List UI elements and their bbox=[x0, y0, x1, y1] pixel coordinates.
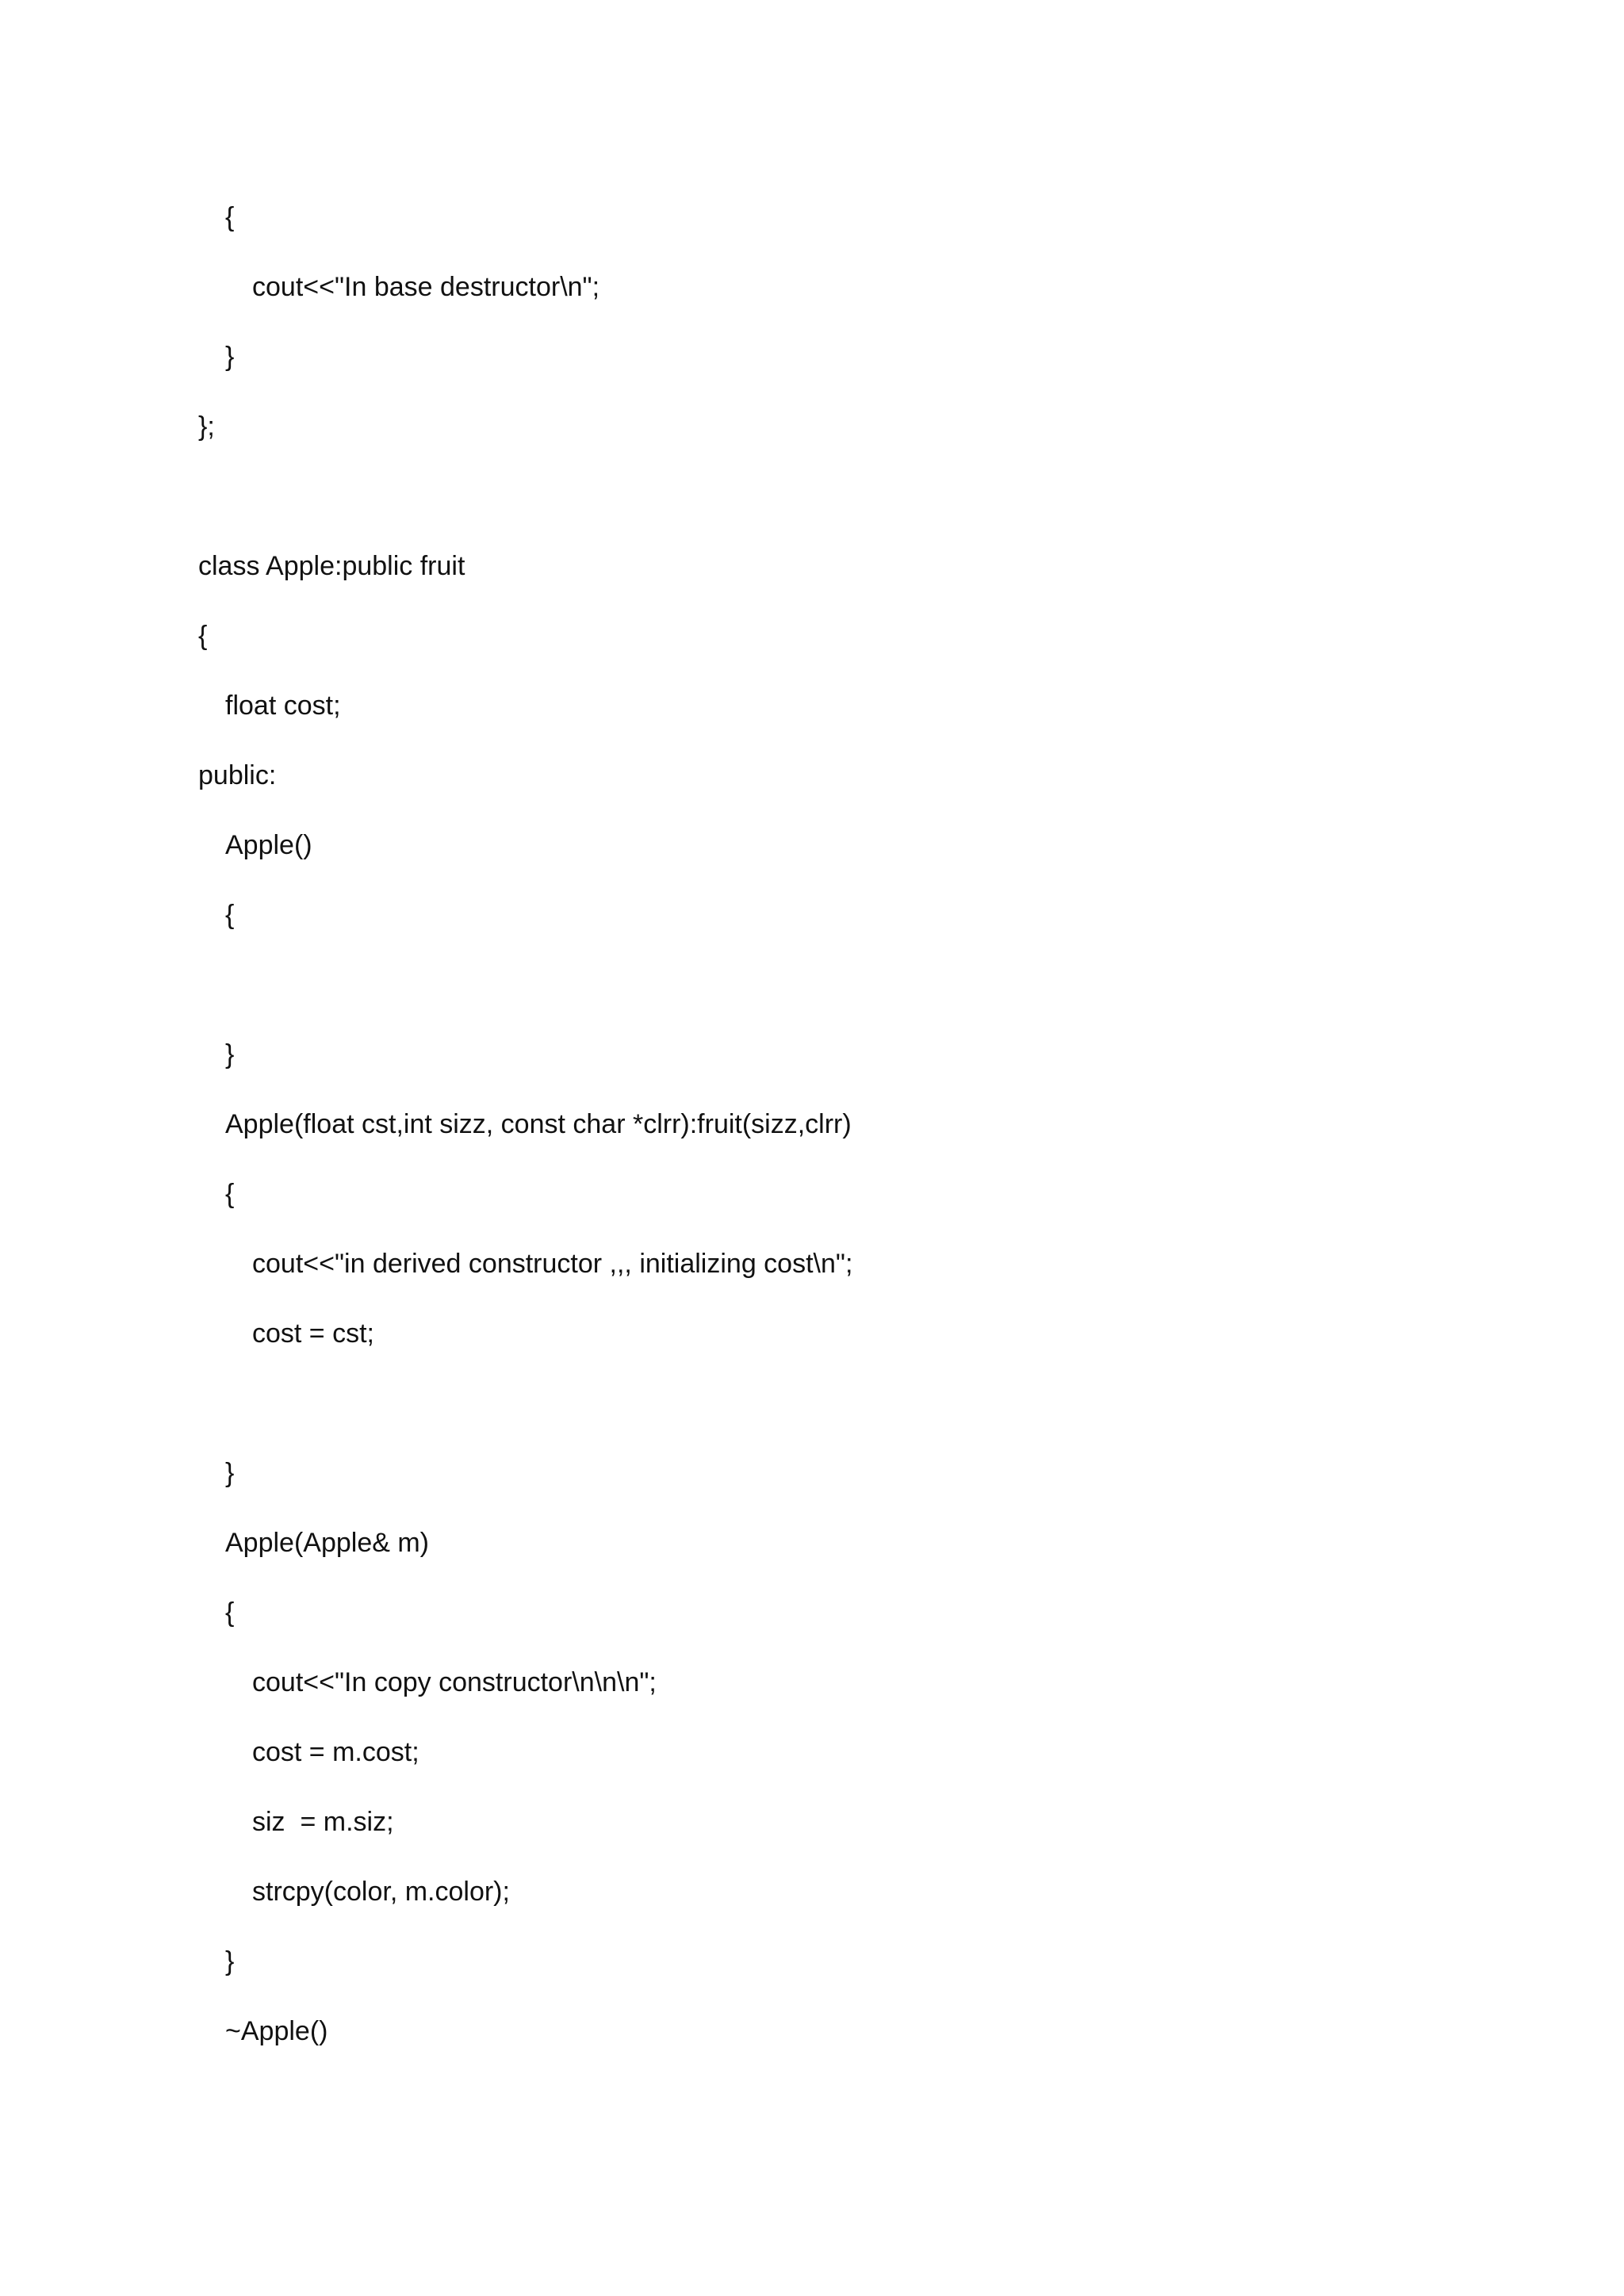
code-line: } bbox=[225, 342, 235, 372]
code-line: { bbox=[225, 900, 235, 930]
code-line: strcpy(color, m.color); bbox=[252, 1877, 510, 1907]
code-line: class Apple:public fruit bbox=[198, 551, 465, 581]
code-line: { bbox=[225, 1179, 235, 1209]
code-line: Apple(float cst,int sizz, const char *clrr):fruit(sizz,clrr) bbox=[225, 1109, 852, 1139]
code-line: ~Apple() bbox=[225, 2016, 328, 2046]
code-line: cost = m.cost; bbox=[252, 1737, 419, 1767]
code-line: { bbox=[225, 202, 235, 232]
code-line: } bbox=[225, 1458, 235, 1488]
code-line: float cost; bbox=[225, 691, 341, 721]
code-line: cout<<"In base destructor\n"; bbox=[252, 272, 600, 302]
code-line: siz = m.siz; bbox=[252, 1807, 394, 1837]
code-line: { bbox=[198, 621, 208, 651]
code-line: cost = cst; bbox=[252, 1318, 374, 1349]
code-line: { bbox=[225, 1598, 235, 1628]
code-line: } bbox=[225, 1039, 235, 1070]
code-line: } bbox=[225, 1946, 235, 1976]
code-line: cout<<"in derived constructor ,,, initializing cost\n"; bbox=[252, 1249, 853, 1279]
code-line: Apple() bbox=[225, 830, 312, 860]
code-line: public: bbox=[198, 760, 277, 790]
code-line: cout<<"In copy constructor\n\n\n"; bbox=[252, 1667, 657, 1697]
code-line: }; bbox=[198, 411, 215, 442]
code-line: Apple(Apple& m) bbox=[225, 1528, 430, 1558]
